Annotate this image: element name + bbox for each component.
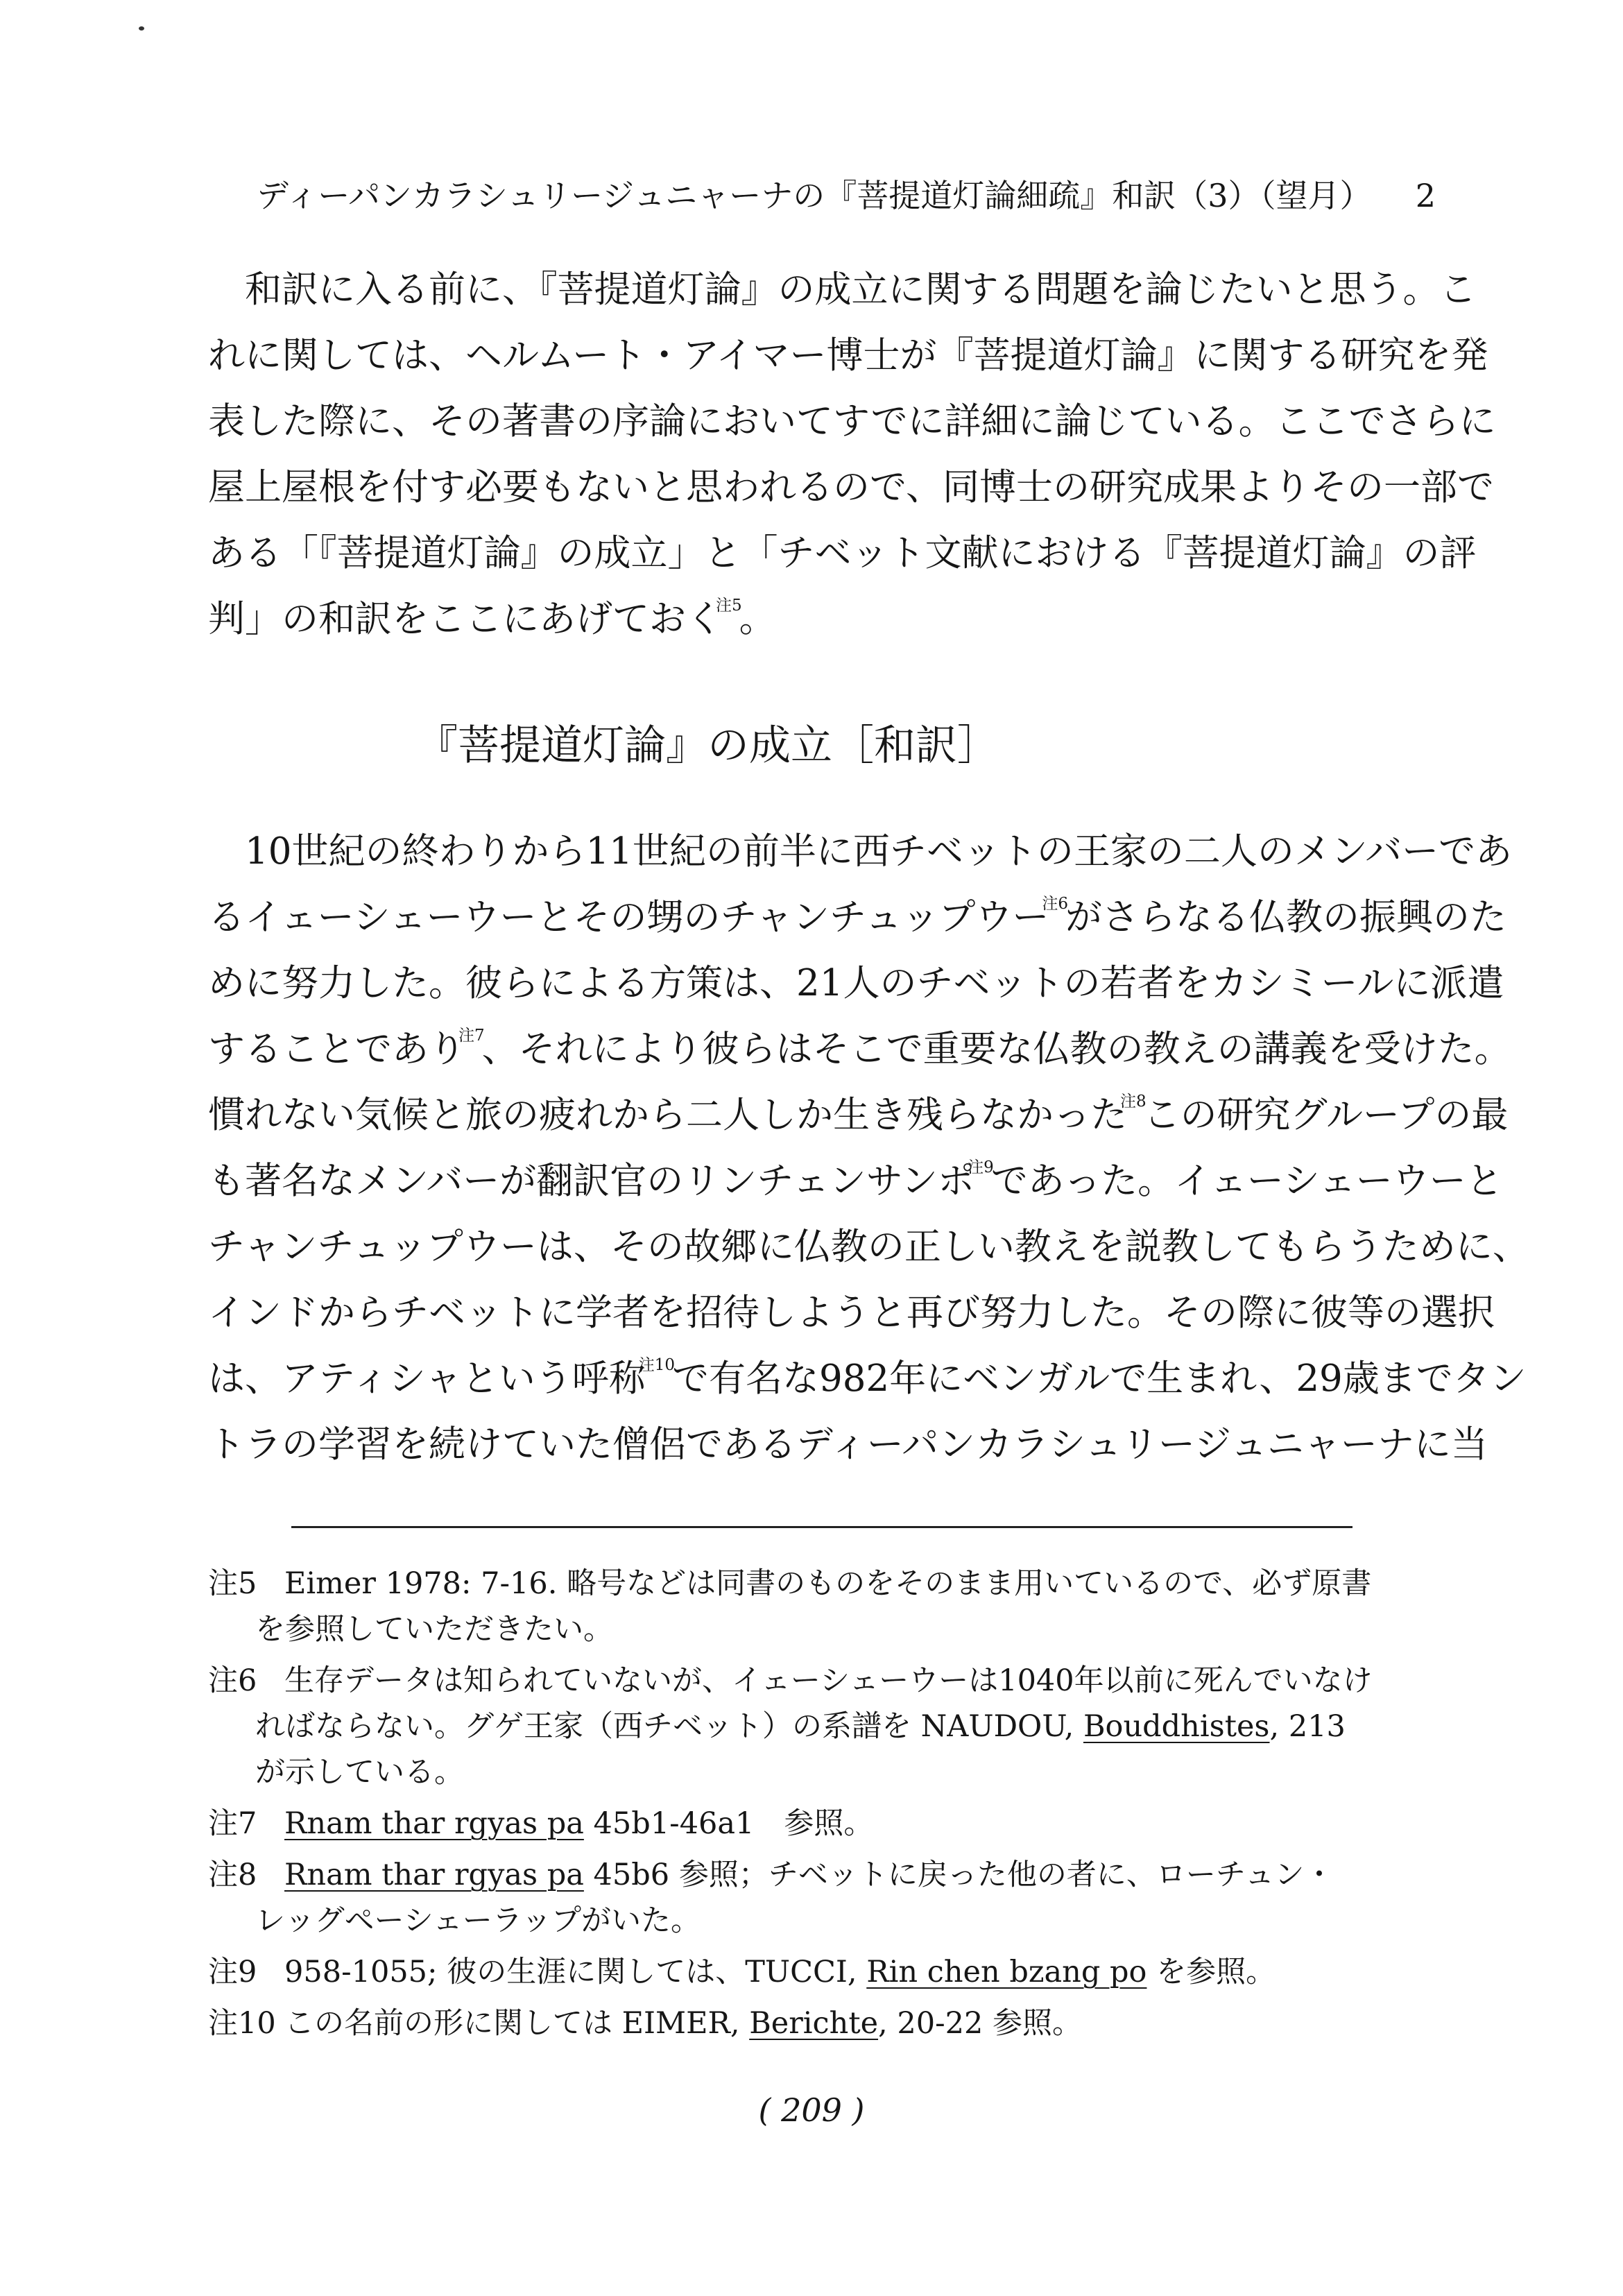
footnote-title: Rnam thar rgyas pa xyxy=(284,1806,584,1841)
scan-speck xyxy=(139,26,144,31)
intro-last-text: 判」の和訳をここにあげておく xyxy=(208,598,723,640)
header-page-number: 2 xyxy=(1415,177,1436,214)
page-footer-number: ( 209 ) xyxy=(758,2091,865,2129)
header-title: ディーパンカラシュリージュニャーナの『菩提道灯論細疏』和訳（3）（望月） xyxy=(257,177,1372,214)
footnote-label: 注10 xyxy=(208,2006,276,2041)
footnote-text: ればならない。グゲ王家（西チベット）の系譜を NAUDOU, xyxy=(255,1709,1083,1744)
footnote-6 xyxy=(208,1658,1429,1795)
body-line xyxy=(208,1346,1527,1412)
note-ref-5: 注5 xyxy=(716,597,742,615)
note-ref-10: 注10 xyxy=(638,1356,675,1374)
footnote-8 xyxy=(208,1852,1429,1944)
footnote-label: 注7 xyxy=(208,1806,257,1841)
intro-line: 和訳に入る前に、『菩提道灯論』の成立に関する問題を論じたいと思う。こ xyxy=(245,268,1477,311)
footnote-text: レッグペーシェーラップがいた。 xyxy=(255,1903,701,1938)
footnote-text: , 20-22 参照。 xyxy=(878,2006,1083,2041)
body-line xyxy=(208,1082,1509,1148)
intro-last-punct: 。 xyxy=(739,598,776,640)
footnote-title: Berichte xyxy=(749,2006,879,2041)
footnote-title: Rnam thar rgyas pa xyxy=(284,1858,584,1892)
footnote-text: この名前の形に関しては EIMER, xyxy=(284,2006,750,2041)
body-text: で有名な982年にベンガルで生まれ、29歳までタン xyxy=(671,1357,1527,1400)
footnote-text: 45b1-46a1 参照。 xyxy=(583,1806,874,1841)
running-header xyxy=(257,173,1436,218)
footnote-5 xyxy=(208,1561,1429,1652)
body-text: るイェーシェーウーとその甥のチャンチュップウー xyxy=(208,896,1049,939)
body-text: であった。イェーシェーウーと xyxy=(990,1160,1503,1202)
footnote-text: 生存データは知られていないが、イェーシェーウーは1040年以前に死んでいなけ xyxy=(284,1663,1373,1698)
body-text: 、それにより彼らはそこで重要な仏教の教えの講義を受けた。 xyxy=(481,1028,1511,1070)
footnote-label: 注5 xyxy=(208,1566,257,1601)
body-line: チャンチュップウーは、その故郷に仏教の正しい教えを説教してもらうために、 xyxy=(208,1226,1529,1268)
body-line xyxy=(208,1148,1503,1214)
footnote-label: 注8 xyxy=(208,1858,257,1892)
note-ref-7: 注7 xyxy=(458,1027,485,1045)
footnote-text: 45b6 参照；チベットに戻った他の者に、ローチュン・ xyxy=(583,1858,1334,1892)
body-text: がさらなる仏教の振興のた xyxy=(1065,896,1507,939)
footnote-rule xyxy=(291,1526,1352,1528)
intro-line: れに関しては、ヘルムート・アイマー博士が『菩提道灯論』に関する研究を発 xyxy=(208,334,1488,377)
footnote-9 xyxy=(208,1949,1429,1995)
body-text: 慣れない気候と旅の疲れから二人しか生き残らなかった xyxy=(208,1094,1127,1136)
body-text: も著名なメンバーが翻訳官のリンチェンサンポ xyxy=(208,1160,975,1202)
footnote-text: を参照。 xyxy=(1147,1955,1276,1989)
footnote-text: が示している。 xyxy=(255,1755,464,1790)
footnote-text: , 213 xyxy=(1269,1709,1346,1744)
footnote-10 xyxy=(208,2001,1429,2046)
footnote-title: Bouddhistes xyxy=(1083,1709,1270,1744)
footnote-label: 注9 xyxy=(208,1955,257,1989)
body-text: は、アティシャという呼称 xyxy=(208,1357,646,1400)
footnote-label: 注6 xyxy=(208,1663,257,1698)
body-text: することであり xyxy=(208,1028,465,1070)
footnote-text-line xyxy=(208,1704,1429,1749)
footnote-text: を参照していただきたい。 xyxy=(255,1612,613,1647)
footnote-text: 958-1055; 彼の生涯に関しては、TUCCI, xyxy=(284,1955,867,1989)
body-line: めに努力した。彼らによる方策は、21人のチベットの若者をカシミールに派遣 xyxy=(208,962,1504,1004)
body-line xyxy=(208,884,1507,950)
footnote-text: Eimer 1978: 7-16. 略号などは同書のものをそのまま用いているので、必ず原書 xyxy=(284,1566,1372,1601)
footnote-7 xyxy=(208,1801,1429,1847)
note-ref-9: 注9 xyxy=(968,1158,994,1176)
body-line xyxy=(208,1016,1511,1082)
section-heading: 『菩提道灯論』の成立［和訳］ xyxy=(416,721,999,770)
intro-last-line xyxy=(208,586,1429,652)
note-ref-6: 注6 xyxy=(1042,895,1069,913)
body-paragraph xyxy=(208,819,1529,1477)
intro-line: ある「『菩提道灯論』の成立」と「チベット文献における『菩提道灯論』の評 xyxy=(208,532,1477,574)
footnotes xyxy=(208,1561,1429,2046)
intro-line: 表した際に、その著書の序論においてすでに詳細に論じている。ここでさらに xyxy=(208,400,1496,443)
body-line: トラの学習を続けていた僧侶であるディーパンカラシュリージュニャーナに当 xyxy=(208,1423,1488,1466)
intro-line: 屋上屋根を付す必要もないと思われるので、同博士の研究成果よりその一部で xyxy=(208,466,1494,508)
body-line: インドからチベットに学者を招待しようと再び努力した。その際に彼等の選択 xyxy=(208,1292,1495,1334)
intro-paragraph xyxy=(208,257,1496,652)
note-ref-8: 注8 xyxy=(1120,1093,1147,1111)
body-line: 10世紀の終わりから11世紀の前半に西チベットの王家の二人のメンバーであ xyxy=(245,830,1513,873)
footnote-title: Rin chen bzang po xyxy=(866,1955,1147,1989)
body-text: この研究グループの最 xyxy=(1143,1094,1509,1136)
